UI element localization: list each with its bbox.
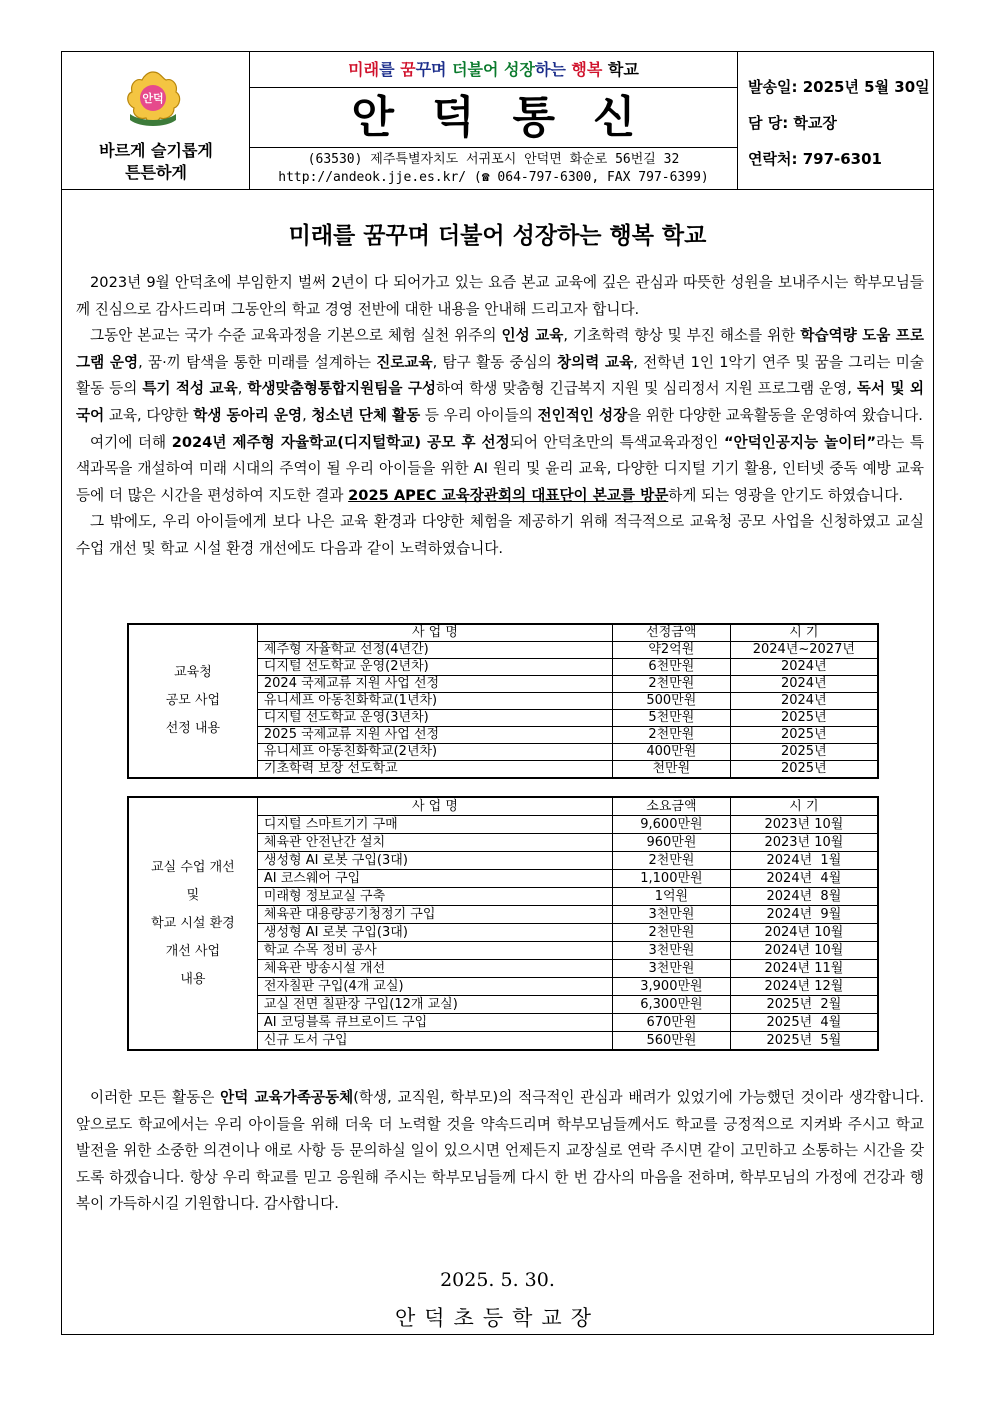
project-name-cell: 전자칠판 구입(4개 교실)	[257, 978, 612, 996]
table-header-cell: 소요금액	[613, 797, 731, 816]
amount-cell: 670만원	[613, 1014, 731, 1032]
amount-cell: 2천만원	[612, 727, 730, 744]
text-run: 되어 안덕초만의 특색교육과정인	[509, 433, 724, 451]
amount-cell: 9,600만원	[613, 816, 731, 834]
issue-date: 발송일: 2025년 5월 30일	[748, 78, 930, 96]
text-run: , 꿈·끼 탐색을 통한 미래를 설계하는	[138, 353, 377, 371]
slogan-part: 더불어	[452, 60, 505, 79]
slogan-part: 를	[379, 60, 401, 79]
text-run: 하게 되는 영광을 안기도 하였습니다.	[668, 486, 903, 504]
text-run: , 탐구 활동 중심의	[432, 353, 557, 371]
phone: 연락처: 797-6301	[748, 150, 882, 168]
amount-cell: 3천만원	[613, 906, 731, 924]
group-label-line: 개선 사업	[165, 943, 221, 959]
slogan-part: 꿈	[400, 60, 416, 79]
period-cell: 2025년	[730, 761, 878, 779]
amount-cell: 천만원	[612, 761, 730, 779]
period-cell: 2025년	[730, 710, 878, 727]
period-cell: 2024년 4월	[730, 870, 878, 888]
project-name-cell: 디지털 선도학교 운영(3년차)	[257, 710, 612, 727]
newsletter-title: 안덕통신	[250, 88, 737, 148]
project-name-cell: AI 코스웨어 구입	[257, 870, 612, 888]
period-cell: 2024년 11월	[730, 960, 878, 978]
paragraph-2	[76, 323, 924, 429]
period-cell: 2024년	[730, 693, 878, 710]
emblem-text: 안덕	[142, 92, 164, 105]
text-run: 라는 특색과목을 개설하여 미래 시대의 주역이 될 우리 아이들을 위한 AI 원리 및 윤리 교육, 다양한 디지털 기기 활용, 인터넷 중독 예방 교육 등에 더 많은 시간을 편성하여 지도한 결과	[76, 433, 924, 504]
slogan-part: 미래	[348, 60, 380, 79]
project-name-cell: 2025 국제교류 지원 사업 선정	[257, 727, 612, 744]
project-name-cell: 생성형 AI 로봇 구입(3대)	[257, 924, 612, 942]
text-run: 진로교육	[376, 353, 433, 371]
signature-date: 2025. 5. 30.	[440, 1269, 555, 1291]
project-name-cell: 교실 전면 칠판장 구입(12개 교실)	[257, 996, 612, 1014]
text-run: 창의력 교육	[557, 353, 634, 371]
project-name-cell: 생성형 AI 로봇 구입(3대)	[257, 852, 612, 870]
paragraph-1: 2023년 9월 안덕초에 부임한지 벌써 2년이 다 되어가고 있는 요즘 본교 교육에 깊은 관심과 따뜻한 성원을 보내주시는 학부모님들께 진심으로 감사드리며 그동안의 학교 경영 전반에 대한 내용을 안내해 드리고자 합니다.	[76, 274, 924, 318]
text-run: 등 우리 아이들의	[420, 406, 538, 424]
slogan-part: 꾸며	[415, 60, 453, 79]
text-run: 학습역량 도움 프로그램 운영	[76, 327, 925, 371]
manager: 담 당: 학교장	[748, 114, 837, 132]
period-cell: 2023년 10월	[730, 834, 878, 852]
period-cell: 2025년	[730, 744, 878, 761]
project-name-cell: 학교 수목 정비 공사	[257, 942, 612, 960]
slogan-part: 학교	[602, 60, 639, 79]
amount-cell: 960만원	[613, 834, 731, 852]
text-run: 독서 및 외국어	[76, 380, 925, 424]
group-label-line: 교육청	[174, 665, 212, 680]
amount-cell: 2천만원	[613, 852, 731, 870]
school-contact: http://andeok.jje.es.kr/ (☎ 064-797-6300, FAX 797-6399)	[278, 170, 709, 185]
amount-cell: 3천만원	[613, 960, 731, 978]
amount-cell: 2천만원	[613, 924, 731, 942]
period-cell: 2024년 10월	[730, 942, 878, 960]
text-run: (학생, 교직원, 학부모)의 적극적인 관심과 배려가 있었기에 가능했던 것이라 생각합니다. 앞으로도 학교에서는 우리 아이들을 위해 더욱 더 노력할 것을 약속드리며 학부모님들께서도 학교를 긍정적으로 지켜봐 주시고 학교 발전을 위한 소중한 의견이나 애로 사항 등 문의하실 일이 있으시면 언제든지 교장실로 연락 주시면 같이 고민하고 소통하는 시간을 갖도록 하겠습니다. 항상 우리 학교를 믿고 응원해 주시는 학부모님들께 다시 한 번 감사의 마음을 전하며, 학부모님의 가정에 건강과 행복이 가득하시길 기원합니다. 감사합니다.	[76, 1089, 924, 1213]
group-label-line: 내용	[180, 971, 206, 987]
amount-cell: 560만원	[613, 1032, 731, 1051]
text-run: 교육, 다양한	[104, 406, 194, 424]
text-run: ,	[302, 406, 312, 424]
period-cell: 2024년	[730, 659, 878, 676]
newsletter-header	[62, 52, 933, 190]
slogan-part: 성장	[504, 60, 535, 79]
period-cell: 2024년 12월	[730, 978, 878, 996]
text-run: “안덕인공지능 놀이터”	[723, 433, 877, 451]
table-header-cell: 사 업 명	[257, 624, 612, 642]
text-run: 특기 적성 교육	[142, 380, 238, 398]
period-cell: 2024년 9월	[730, 906, 878, 924]
paragraph-4: 그 밖에도, 우리 아이들에게 보다 나은 교육 환경과 다양한 체험을 제공하기 위해 적극적으로 교육청 공모 사업을 신청하였고 교실 수업 개선 및 학교 시설 환경 개선에도 다음과 같이 노력하였습니다.	[76, 513, 924, 557]
group-label-line: 공모 사업	[165, 693, 221, 708]
period-cell: 2025년 5월	[730, 1032, 878, 1051]
text-run: 하여 학생 맞춤형 긴급복지 지원 및 심리정서 지원 프로그램 운영,	[436, 380, 857, 398]
text-run: 이러한 모든 활동은	[90, 1089, 221, 1106]
text-run: 안덕 교육가족공동체	[220, 1089, 354, 1106]
text-run: 2025 APEC 교육장관회의 대표단이 본교를 방문	[348, 486, 669, 504]
amount-cell: 1,100만원	[613, 870, 731, 888]
period-cell: 2024년	[730, 676, 878, 693]
school-slogan	[250, 52, 737, 88]
amount-cell: 6천만원	[612, 659, 730, 676]
school-address: (63530) 제주특별자치도 서귀포시 안덕면 화순로 56번길 32	[307, 152, 680, 167]
text-run: , 전학년 1인 1악기 연주 및 꿈을 그리는 미술 활동 등의	[76, 353, 924, 398]
project-name-cell: AI 코딩블록 큐브로이드 구입	[257, 1014, 612, 1032]
amount-cell: 500만원	[612, 693, 730, 710]
amount-cell: 400만원	[612, 744, 730, 761]
text-run: ,	[237, 380, 248, 398]
project-name-cell: 기초학력 보장 선도학교	[257, 761, 612, 779]
project-name-cell: 유니세프 아동친화학교(1년차)	[257, 693, 612, 710]
newsletter-frame	[61, 51, 934, 1335]
text-run: 그동안 본교는 국가 수준 교육과정을 기본으로 체험 실천 위주의	[90, 327, 502, 345]
project-name-cell: 제주형 자율학교 선정(4년간)	[257, 642, 612, 659]
period-cell: 2024년 1월	[730, 852, 878, 870]
text-run: 전인적인 성장	[537, 406, 628, 424]
text-run: 2024년 제주형 자율학교(디지털학교) 공모 후 선정	[171, 433, 510, 451]
paragraph-3	[76, 430, 924, 510]
project-name-cell: 체육관 방송시설 개선	[257, 960, 612, 978]
table-group-label	[128, 797, 257, 1050]
paragraph-5	[76, 1085, 924, 1218]
group-label-line: 및	[186, 887, 200, 903]
header-meta-cell	[738, 52, 934, 189]
table-header-cell: 시 기	[730, 797, 878, 816]
table-group-label	[128, 624, 257, 778]
text-run: 청소년 단체 활동	[311, 406, 421, 424]
period-cell: 2024년 10월	[730, 924, 878, 942]
text-run: , 기초학력 향상 및 부진 해소를 위한	[563, 327, 801, 345]
amount-cell: 3천만원	[613, 942, 731, 960]
project-name-cell: 유니세프 아동친화학교(2년차)	[257, 744, 612, 761]
project-name-cell: 체육관 대용량공기청정기 구입	[257, 906, 612, 924]
amount-cell: 2천만원	[612, 676, 730, 693]
school-emblem-icon	[122, 68, 184, 130]
table-header-row	[128, 624, 878, 642]
group-label-line: 학교 시설 환경	[151, 915, 235, 931]
period-cell: 2024년 8월	[730, 888, 878, 906]
body-paragraphs-top	[76, 270, 924, 563]
amount-cell: 6,300만원	[613, 996, 731, 1014]
header-logo-cell	[62, 52, 250, 189]
school-motto-text: 바르게 슬기롭게 튼튼하게	[99, 141, 213, 182]
period-cell: 2025년	[730, 727, 878, 744]
amount-cell: 3,900만원	[613, 978, 731, 996]
text-run: 을 위한 다양한 교육활동을 운영하여 왔습니다.	[627, 406, 923, 424]
period-cell: 2025년 4월	[730, 1014, 878, 1032]
period-cell: 2025년 2월	[730, 996, 878, 1014]
project-name-cell: 미래형 정보교실 구축	[257, 888, 612, 906]
table-header-cell: 시 기	[730, 624, 878, 642]
school-address-block	[250, 148, 737, 189]
period-cell: 2024년~2027년	[730, 642, 878, 659]
contest-projects-table	[127, 623, 879, 779]
group-label-line: 교실 수업 개선	[151, 859, 235, 875]
text-run: 여기에 더해	[90, 433, 172, 451]
period-cell: 2023년 10월	[730, 816, 878, 834]
text-run: 학생 동아리 운영	[193, 406, 303, 424]
facility-projects-table	[127, 796, 879, 1051]
slogan-part: 행복	[571, 60, 603, 79]
amount-cell: 약2억원	[612, 642, 730, 659]
table-header-row	[128, 797, 878, 816]
project-name-cell: 디지털 스마트기기 구매	[257, 816, 612, 834]
project-name-cell: 2024 국제교류 지원 사업 선정	[257, 676, 612, 693]
slogan-part: 하는	[534, 60, 572, 79]
school-motto	[62, 140, 250, 184]
amount-cell: 5천만원	[612, 710, 730, 727]
document-title: 미래를 꿈꾸며 더불어 성장하는 행복 학교	[288, 223, 707, 249]
amount-cell: 1억원	[613, 888, 731, 906]
project-name-cell: 신규 도서 구입	[257, 1032, 612, 1051]
text-run: 인성 교육	[501, 327, 564, 345]
table-header-cell: 사 업 명	[257, 797, 612, 816]
signature-name: 안덕초등학교장	[394, 1306, 600, 1330]
project-name-cell: 체육관 안전난간 설치	[257, 834, 612, 852]
group-label-line: 선정 내용	[165, 721, 221, 736]
text-run: 학생맞춤형통합지원팀을 구성	[247, 380, 437, 398]
header-title-cell	[250, 52, 738, 189]
table-header-cell: 선정금액	[612, 624, 730, 642]
body-paragraphs-bottom	[76, 1085, 924, 1218]
project-name-cell: 디지털 선도학교 운영(2년차)	[257, 659, 612, 676]
